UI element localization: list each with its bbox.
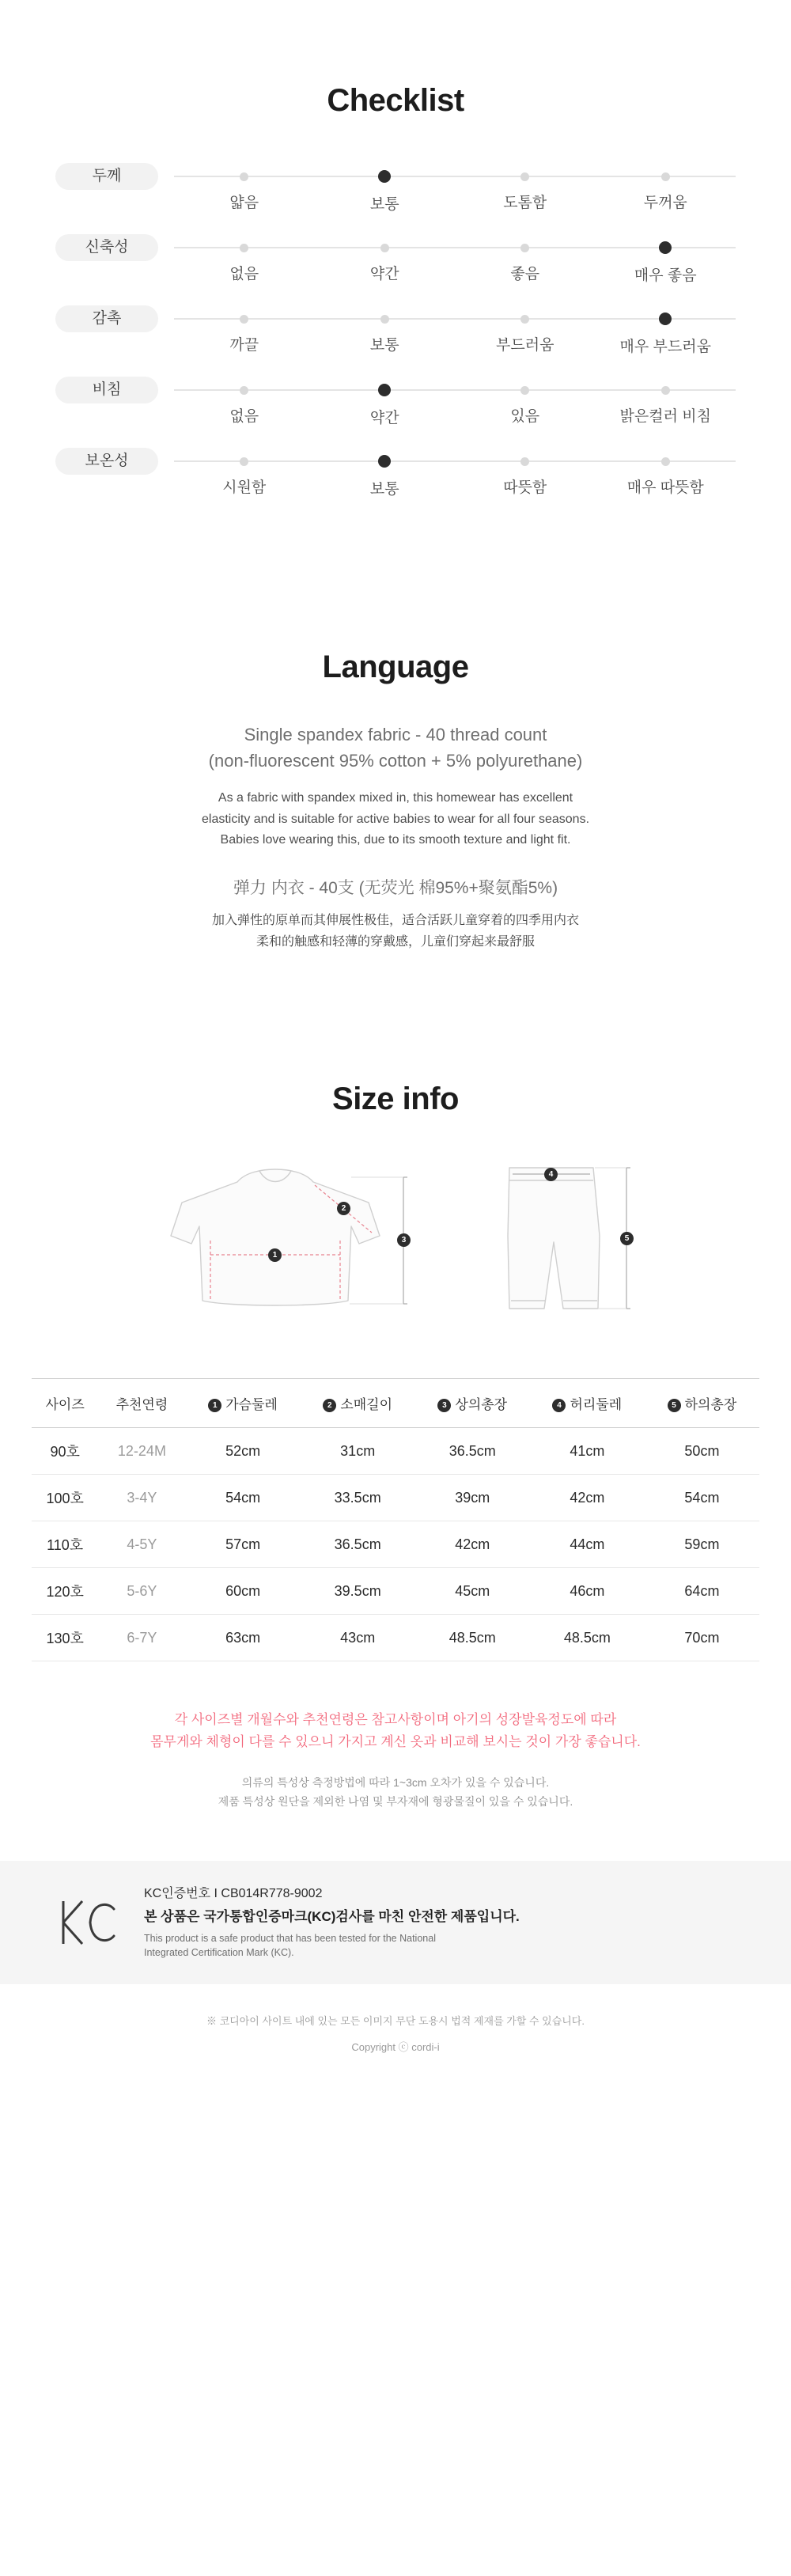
checklist-row-label: 보온성: [55, 448, 158, 475]
top-garment-diagram: [142, 1154, 427, 1335]
checklist-option-label: 매우 좋음: [634, 267, 697, 285]
column-header-label: 소매길이: [340, 1397, 393, 1413]
checklist-dot-icon: [520, 386, 529, 395]
checklist-title: Checklist: [327, 83, 464, 119]
checklist-dot-icon: [661, 457, 670, 466]
measurement-cell: 39.5cm: [301, 1568, 415, 1615]
checklist-option: [174, 370, 315, 427]
column-badge-icon: 4: [552, 1399, 566, 1412]
checklist-dot-icon: [380, 315, 389, 324]
marker-top-length: 3: [397, 1233, 411, 1247]
table-row: [32, 1568, 759, 1615]
language-chinese-heading: 弹力 内衣 - 40支 (无荧光 棉95%+聚氨酯5%): [233, 878, 558, 897]
measurement-cell: 31cm: [301, 1428, 415, 1475]
checklist-option: [174, 228, 315, 285]
kc-safe-text: 본 상품은 국가통합인증마크(KC)검사를 마친 안전한 제품입니다.: [144, 1908, 520, 1924]
age-cell: 3-4Y: [98, 1475, 185, 1521]
bottom-garment-diagram: [475, 1154, 649, 1335]
language-section: [0, 513, 791, 953]
size-table-header-row: [32, 1379, 759, 1428]
checklist-options: [174, 441, 736, 498]
checklist-option-label: 매우 부드러움: [619, 339, 711, 356]
measurement-cell: 42cm: [415, 1521, 530, 1568]
size-table-column-header: [32, 1379, 98, 1428]
language-title: Language: [322, 650, 469, 685]
checklist-dot-icon: [520, 315, 529, 324]
measurement-cell: 52cm: [186, 1428, 301, 1475]
checklist-option-label: 얇음: [229, 195, 259, 212]
language-lead-line2: (non-fluorescent 95% cotton + 5% polyurethane): [208, 751, 583, 771]
age-cell: 5-6Y: [98, 1568, 185, 1615]
measurement-cell: 41cm: [530, 1428, 645, 1475]
kc-english-line1: This product is a safe product that has been tested for the National: [144, 1933, 436, 1945]
checklist-row-label: 두께: [55, 163, 158, 190]
table-row: [32, 1428, 759, 1475]
language-chinese: [0, 910, 791, 953]
checklist-option: [315, 228, 456, 285]
checklist-options: [174, 299, 736, 356]
top-garment-illustration: [142, 1154, 427, 1335]
checklist-option-selected: [315, 441, 456, 498]
measurement-cell: 48.5cm: [530, 1615, 645, 1661]
size-table-head: [32, 1379, 759, 1428]
size-table: [32, 1378, 759, 1661]
checklist-dot-icon: [240, 244, 248, 252]
measurement-cell: 44cm: [530, 1521, 645, 1568]
size-table-column-header: [415, 1379, 530, 1428]
measurement-cell: 43cm: [301, 1615, 415, 1661]
checklist-option-label: 좋음: [510, 266, 540, 283]
checklist-row-label: 비침: [55, 377, 158, 403]
size-info-section: [0, 953, 791, 1812]
table-row: [32, 1521, 759, 1568]
checklist-option-label: 따뜻함: [503, 479, 547, 497]
checklist-option-label: 부드러움: [496, 337, 554, 354]
size-info-title: Size info: [332, 1082, 459, 1117]
size-note-warning-line2: 몸무게와 체형이 다를 수 있으니 가지고 계신 옷과 비교해 보시는 것이 가장 좋습니다.: [150, 1734, 641, 1750]
column-header-label: 가슴둘레: [225, 1397, 278, 1413]
checklist-option: [455, 370, 596, 427]
measurement-cell: 54cm: [645, 1475, 759, 1521]
checklist-options: [174, 228, 736, 285]
column-header-label: 추천연령: [115, 1397, 168, 1413]
checklist-dot-icon: [240, 457, 248, 466]
checklist-option-label: 밝은컬러 비침: [619, 408, 711, 426]
language-lead-line1: Single spandex fabric - 40 thread count: [244, 725, 547, 745]
language-en-line3: Babies love wearing this, due to its smooth texture and light fit.: [220, 833, 571, 847]
page-footer: [0, 1984, 791, 2085]
checklist-dot-icon: [661, 172, 670, 181]
checklist-option: [174, 157, 315, 214]
checklist-option: [174, 299, 315, 356]
checklist-option-label: 있음: [510, 408, 540, 426]
kc-logo-icon: [55, 1896, 123, 1949]
table-row: [32, 1475, 759, 1521]
checklist-dot-icon: [378, 384, 391, 396]
column-badge-icon: 2: [323, 1399, 336, 1412]
size-note-detail: [0, 1774, 791, 1812]
size-table-column-header: [98, 1379, 185, 1428]
checklist-option: [315, 299, 456, 356]
checklist-dot-icon: [659, 313, 672, 325]
checklist-row-label: 감촉: [55, 305, 158, 332]
measurement-cell: 70cm: [645, 1615, 759, 1661]
checklist-option: [455, 228, 596, 285]
column-badge-icon: 5: [668, 1399, 681, 1412]
size-note-detail-line1: 의류의 특성상 측정방법에 따라 1~3cm 오차가 있을 수 있습니다.: [241, 1776, 550, 1790]
language-en-line2: elasticity and is suitable for active babies to wear for all four seasons.: [201, 812, 590, 826]
size-table-column-header: [186, 1379, 301, 1428]
checklist-option: [455, 441, 596, 498]
size-notes: [0, 1709, 791, 1812]
checklist-dot-icon: [659, 241, 672, 254]
column-header-label: 허리둘레: [570, 1397, 623, 1413]
checklist-dot-icon: [520, 244, 529, 252]
checklist-option-label: 매우 따뜻함: [626, 479, 704, 497]
checklist-option: [455, 299, 596, 356]
language-body: [0, 722, 791, 953]
measurement-cell: 42cm: [530, 1475, 645, 1521]
checklist-option-label: 보통: [369, 196, 399, 214]
column-header-label: 상의총장: [455, 1397, 508, 1413]
checklist-dot-icon: [378, 170, 391, 183]
column-badge-icon: 3: [437, 1399, 451, 1412]
measurement-cell: 60cm: [186, 1568, 301, 1615]
measurement-cell: 48.5cm: [415, 1615, 530, 1661]
checklist-option: [596, 370, 736, 427]
checklist-table: [55, 157, 736, 513]
measurement-cell: 64cm: [645, 1568, 759, 1615]
checklist-row: [55, 157, 736, 228]
measurement-cell: 46cm: [530, 1568, 645, 1615]
checklist-option-label: 없음: [229, 408, 259, 426]
language-cn-line2: 柔和的触感和轻薄的穿戴感，儿童们穿起来最舒服: [255, 934, 535, 949]
marker-sleeve: 2: [337, 1202, 350, 1215]
language-cn-line1: 加入弹性的原单而其伸展性极佳，适合活跃儿童穿着的四季用内衣: [211, 913, 579, 927]
checklist-dot-icon: [378, 455, 391, 468]
measurement-cell: 54cm: [186, 1475, 301, 1521]
checklist-option: [455, 157, 596, 214]
age-cell: 12-24M: [98, 1428, 185, 1475]
kc-content: [55, 1885, 736, 1960]
marker-chest: 1: [268, 1248, 282, 1262]
checklist-dot-icon: [661, 386, 670, 395]
checklist-option-label: 보통: [369, 337, 399, 354]
age-cell: 4-5Y: [98, 1521, 185, 1568]
kc-english-text: [144, 1931, 520, 1960]
size-table-column-header: [530, 1379, 645, 1428]
size-cell: 130호: [32, 1615, 98, 1661]
language-lead: [0, 722, 791, 774]
marker-bottom-length: 5: [620, 1232, 634, 1245]
footer-copyright: Copyright ⓒ cordi-i: [351, 2040, 440, 2053]
size-cell: 90호: [32, 1428, 98, 1475]
table-row: [32, 1615, 759, 1661]
column-header-label: 하의총장: [684, 1397, 737, 1413]
checklist-option: [596, 441, 736, 498]
footer-notice: ※ 코디아이 사이트 내에 있는 모든 이미지 무단 도용시 법적 제재를 가할 수 있습니다.: [206, 2014, 585, 2027]
checklist-option-label: 시원함: [222, 479, 267, 497]
checklist-option-selected: [596, 228, 736, 285]
size-note-warning: [0, 1709, 791, 1753]
column-header-label: 사이즈: [45, 1397, 85, 1413]
measurement-cell: 33.5cm: [301, 1475, 415, 1521]
size-note-warning-line1: 각 사이즈별 개월수와 추천연령은 참고사항이며 아기의 성장발육정도에 따라: [174, 1712, 617, 1728]
checklist-dot-icon: [520, 457, 529, 466]
measurement-cell: 50cm: [645, 1428, 759, 1475]
checklist-options: [174, 370, 736, 427]
kc-english-line2: Integrated Certification Mark (KC).: [144, 1947, 294, 1959]
checklist-option: [174, 441, 315, 498]
column-badge-icon: 1: [208, 1399, 221, 1412]
checklist-option-label: 약간: [369, 266, 399, 283]
checklist-dot-icon: [240, 386, 248, 395]
checklist-dot-icon: [240, 315, 248, 324]
measurement-cell: 39cm: [415, 1475, 530, 1521]
kc-certification-section: [0, 1861, 791, 1984]
kc-mark-icon: [55, 1896, 123, 1949]
size-note-detail-line2: 제품 특성상 원단을 제외한 나염 및 부자재에 형광물질이 있을 수 있습니다.: [218, 1795, 573, 1808]
size-table-column-header: [645, 1379, 759, 1428]
checklist-dot-icon: [520, 172, 529, 181]
measurement-cell: 36.5cm: [415, 1428, 530, 1475]
checklist-row: [55, 228, 736, 299]
checklist-option-label: 약간: [369, 410, 399, 427]
measurement-cell: 57cm: [186, 1521, 301, 1568]
checklist-row: [55, 441, 736, 513]
checklist-option-label: 까끌: [229, 337, 259, 354]
bottom-garment-illustration: [475, 1154, 649, 1335]
size-table-column-header: [301, 1379, 415, 1428]
checklist-row-label: 신축성: [55, 234, 158, 261]
size-cell: 100호: [32, 1475, 98, 1521]
checklist-row: [55, 370, 736, 441]
checklist-option-label: 두꺼움: [643, 195, 687, 212]
measurement-cell: 36.5cm: [301, 1521, 415, 1568]
marker-waist: 4: [544, 1168, 558, 1181]
checklist-option-selected: [596, 299, 736, 356]
checklist-row: [55, 299, 736, 370]
language-english: [0, 788, 791, 850]
checklist-option: [596, 157, 736, 214]
checklist-options: [174, 157, 736, 214]
checklist-option-label: 보통: [369, 481, 399, 498]
language-en-line1: As a fabric with spandex mixed in, this homewear has excellent: [218, 791, 573, 805]
age-cell: 6-7Y: [98, 1615, 185, 1661]
kc-text-block: [144, 1885, 520, 1960]
checklist-option-label: 도톰함: [503, 195, 547, 212]
checklist-option-selected: [315, 157, 456, 214]
size-diagrams: [0, 1154, 791, 1335]
checklist-option-selected: [315, 370, 456, 427]
size-table-body: [32, 1428, 759, 1661]
checklist-dot-icon: [380, 244, 389, 252]
measurement-cell: 63cm: [186, 1615, 301, 1661]
checklist-option-label: 없음: [229, 266, 259, 283]
size-cell: 120호: [32, 1568, 98, 1615]
measurement-cell: 59cm: [645, 1521, 759, 1568]
kc-cert-number: KC인증번호 I CB014R778-9002: [144, 1886, 323, 1900]
checklist-dot-icon: [240, 172, 248, 181]
size-cell: 110호: [32, 1521, 98, 1568]
checklist-section: [0, 0, 791, 513]
measurement-cell: 45cm: [415, 1568, 530, 1615]
